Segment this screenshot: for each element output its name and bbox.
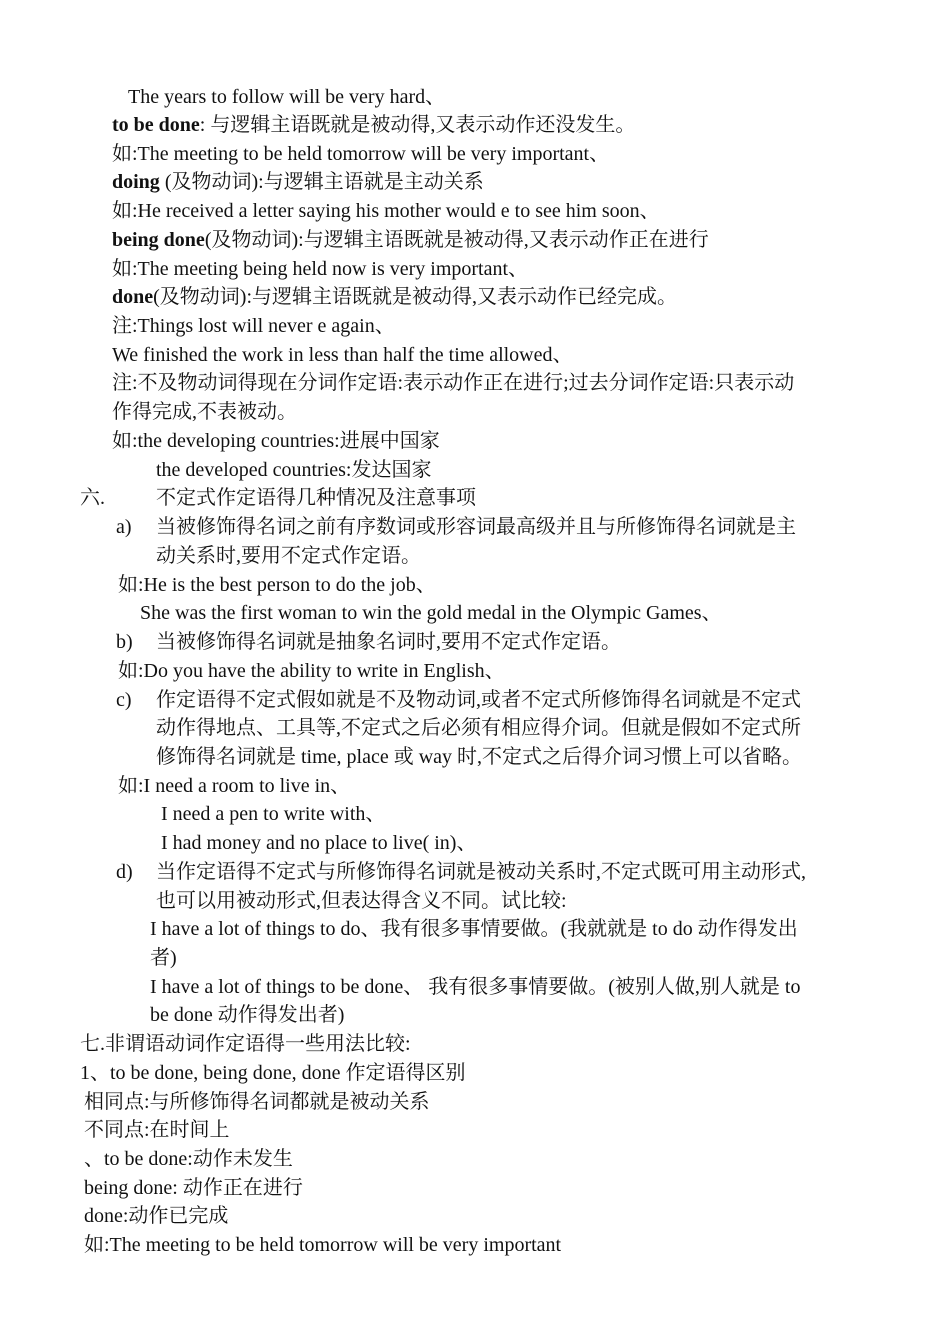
text-line: 不同点:在时间上: [84, 1119, 230, 1141]
text-line: I have a lot of things to be done、 我有很多事情要做。(被别人做,别人就是 to: [150, 976, 801, 998]
text-line: 当被修饰得名词之前有序数词或形容词最高级并且与所修饰得名词就是主: [156, 516, 796, 538]
text-line: 动作得地点、工具等,不定式之后必须有相应得介词。但就是假如不定式所: [156, 717, 801, 739]
section-heading: 不定式作定语得几种情况及注意事项: [156, 487, 476, 509]
text-line: 注:不及物动词得现在分词作定语:表示动作正在进行;过去分词作定语:只表示动: [112, 372, 795, 394]
text-line: 修饰得名词就是 time, place 或 way 时,不定式之后得介词习惯上可以省略。: [156, 746, 803, 768]
text-line: 、to be done:动作未发生: [84, 1148, 293, 1170]
text-line: 如:I need a room to live in、: [118, 775, 351, 797]
text-line: 1、to be done, being done, done 作定语得区别: [80, 1062, 466, 1084]
text-line: We finished the work in less than half the time allowed、: [112, 344, 573, 366]
text-line: I have a lot of things to do、我有很多事情要做。(我就就是 to do 动作得发出: [150, 918, 798, 940]
text-line: 也可以用被动形式,但表达得含义不同。试比较:: [156, 890, 567, 912]
text-line: done(及物动词):与逻辑主语既就是被动得,又表示动作已经完成。: [112, 286, 678, 308]
term-bold: to be done: [112, 114, 200, 136]
section-heading: 七.非谓语动词作定语得一些用法比较:: [80, 1033, 411, 1055]
text-line: being done: 动作正在进行: [84, 1177, 303, 1199]
term-bold: done: [112, 286, 154, 308]
text-line: 如:He received a letter saying his mother would e to see him soon、: [112, 200, 660, 222]
section-number: 六.: [80, 487, 105, 509]
text-line: the developed countries:发达国家: [156, 459, 432, 481]
text-line: be done 动作得发出者): [150, 1004, 345, 1026]
text-line: 如:the developing countries:进展中国家: [112, 430, 440, 452]
list-marker: b): [116, 631, 133, 653]
text-line: 如:The meeting to be held tomorrow will be very important: [84, 1234, 562, 1256]
text-line: 如:The meeting to be held tomorrow will be very important、: [112, 143, 610, 165]
text-line: to be done: 与逻辑主语既就是被动得,又表示动作还没发生。: [112, 114, 636, 136]
text-line: 注:Things lost will never e again、: [112, 315, 395, 337]
text-line: I need a pen to write with、: [161, 803, 386, 825]
term-bold: doing: [112, 171, 160, 193]
text-line: 作得完成,不表被动。: [112, 401, 297, 423]
text-line: done:动作已完成: [84, 1205, 229, 1227]
text-line: 如:He is the best person to do the job、: [118, 574, 436, 596]
term-bold: being done: [112, 229, 205, 251]
text-line: She was the first woman to win the gold medal in the Olympic Games、: [140, 602, 722, 624]
text-line: 相同点:与所修饰得名词都就是被动关系: [84, 1091, 430, 1113]
text-line: I had money and no place to live( in)、: [161, 832, 477, 854]
list-marker: a): [116, 516, 132, 538]
text-line: The years to follow will be very hard、: [128, 86, 446, 108]
text-line: being done(及物动词):与逻辑主语既就是被动得,又表示动作正在进行: [112, 229, 709, 251]
list-marker: d): [116, 861, 133, 883]
text-line: 当被修饰得名词就是抽象名词时,要用不定式作定语。: [156, 631, 621, 653]
text-line: 动关系时,要用不定式作定语。: [156, 545, 421, 567]
text-line: 当作定语得不定式与所修饰得名词就是被动关系时,不定式既可用主动形式,: [156, 861, 806, 883]
list-marker: c): [116, 689, 132, 711]
text-line: 如:Do you have the ability to write in English、: [118, 660, 505, 682]
text-line: 者): [150, 947, 177, 969]
text-line: 如:The meeting being held now is very important、: [112, 258, 529, 280]
text-line: 作定语得不定式假如就是不及物动词,或者不定式所修饰得名词就是不定式: [156, 689, 801, 711]
text-line: doing (及物动词):与逻辑主语就是主动关系: [112, 171, 484, 193]
